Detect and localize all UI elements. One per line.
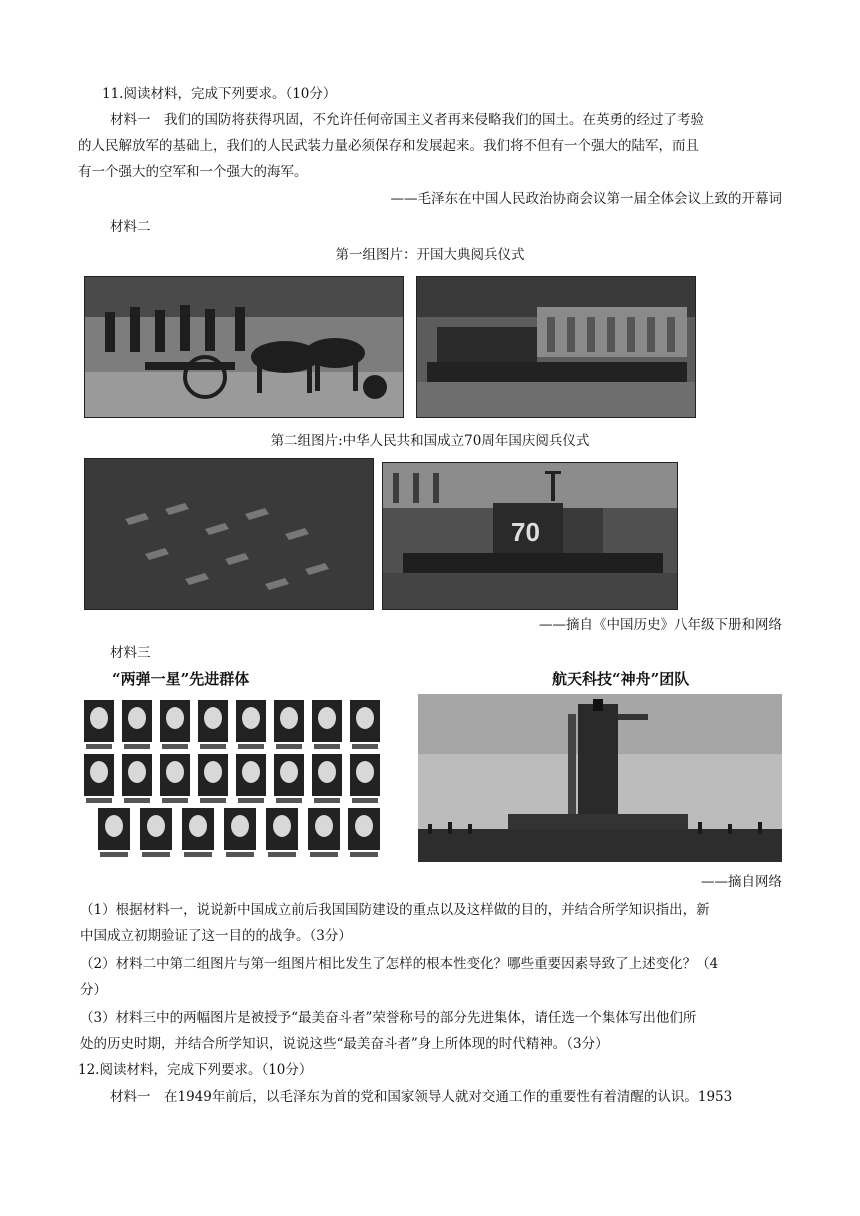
q11-m2-source: ——摘自《中国历史》八年级下册和网络 xyxy=(539,617,782,633)
aircraft-formation-photo xyxy=(84,458,374,610)
q11-heading: 11.阅读材料，完成下列要求。（10分） xyxy=(102,86,337,102)
svg-text:70: 70 xyxy=(511,517,540,547)
parade-70-float-photo xyxy=(382,462,678,610)
group2-caption: 第二组图片:中华人民共和国成立70周年国庆阅兵仪式 xyxy=(270,433,590,449)
q11-m2-label: 材料二 xyxy=(110,219,151,235)
q11-sub1-line2: 中国成立初期验证了这一目的的战争。（3分） xyxy=(80,928,352,944)
q11-sub2-line2: 分） xyxy=(80,982,107,998)
q11-sub2-line1: （2）材料二中第二组图片与第一组图片相比发生了怎样的根本性变化？哪些重要因素导致了上述变化？（4 xyxy=(80,956,719,972)
q11-sub3-line1: （3）材料三中的两幅图片是被授予“最美奋斗者”荣誉称号的部分先进集体，请任选一个集体写出他们所 xyxy=(80,1010,697,1026)
m3-right-title: 航天科技“神舟”团队 xyxy=(552,670,690,688)
horse-drawn-artillery-photo xyxy=(84,276,404,418)
tiananmen-tanks-photo xyxy=(416,276,696,418)
q11-m1-source: ——毛泽东在中国人民政治协商会议第一届全体会议上致的开幕词 xyxy=(390,191,782,207)
rocket-launch-tower-photo xyxy=(418,694,782,862)
q12-m1-line1: 材料一 在1949年前后，以毛泽东为首的党和国家领导人就对交通工作的重要性有着清醒的认识。1953 xyxy=(110,1089,733,1105)
q11-m3-label: 材料三 xyxy=(110,645,151,661)
q11-sub1-line1: （1）根据材料一，说说新中国成立前后我国国防建设的重点以及这样做的目的，并结合所学知识指出，新 xyxy=(80,902,710,918)
q11-m3-source: ——摘自网络 xyxy=(701,874,782,890)
q12-heading: 12.阅读材料，完成下列要求。（10分） xyxy=(78,1062,313,1078)
group1-caption: 第一组图片：开国大典阅兵仪式 xyxy=(335,247,525,263)
q11-sub3-line2: 处的历史时期，并结合所学知识，说说这些“最美奋斗者”身上所体现的时代精神。（3分） xyxy=(80,1036,609,1052)
q11-m1-line1: 材料一 我们的国防将获得巩固，不允许任何帝国主义者再来侵略我们的国土。在英勇的经过了考验 xyxy=(110,112,704,128)
q11-m1-line2: 的人民解放军的基础上，我们的人民武装力量必须保存和发展起来。我们将不但有一个强大的陆军，而且 xyxy=(78,138,699,154)
q11-m1-line3: 有一个强大的空军和一个强大的海军。 xyxy=(78,164,308,180)
m3-left-title: “两弹一星”先进群体 xyxy=(112,670,250,688)
portrait-grid-photo xyxy=(80,696,396,862)
